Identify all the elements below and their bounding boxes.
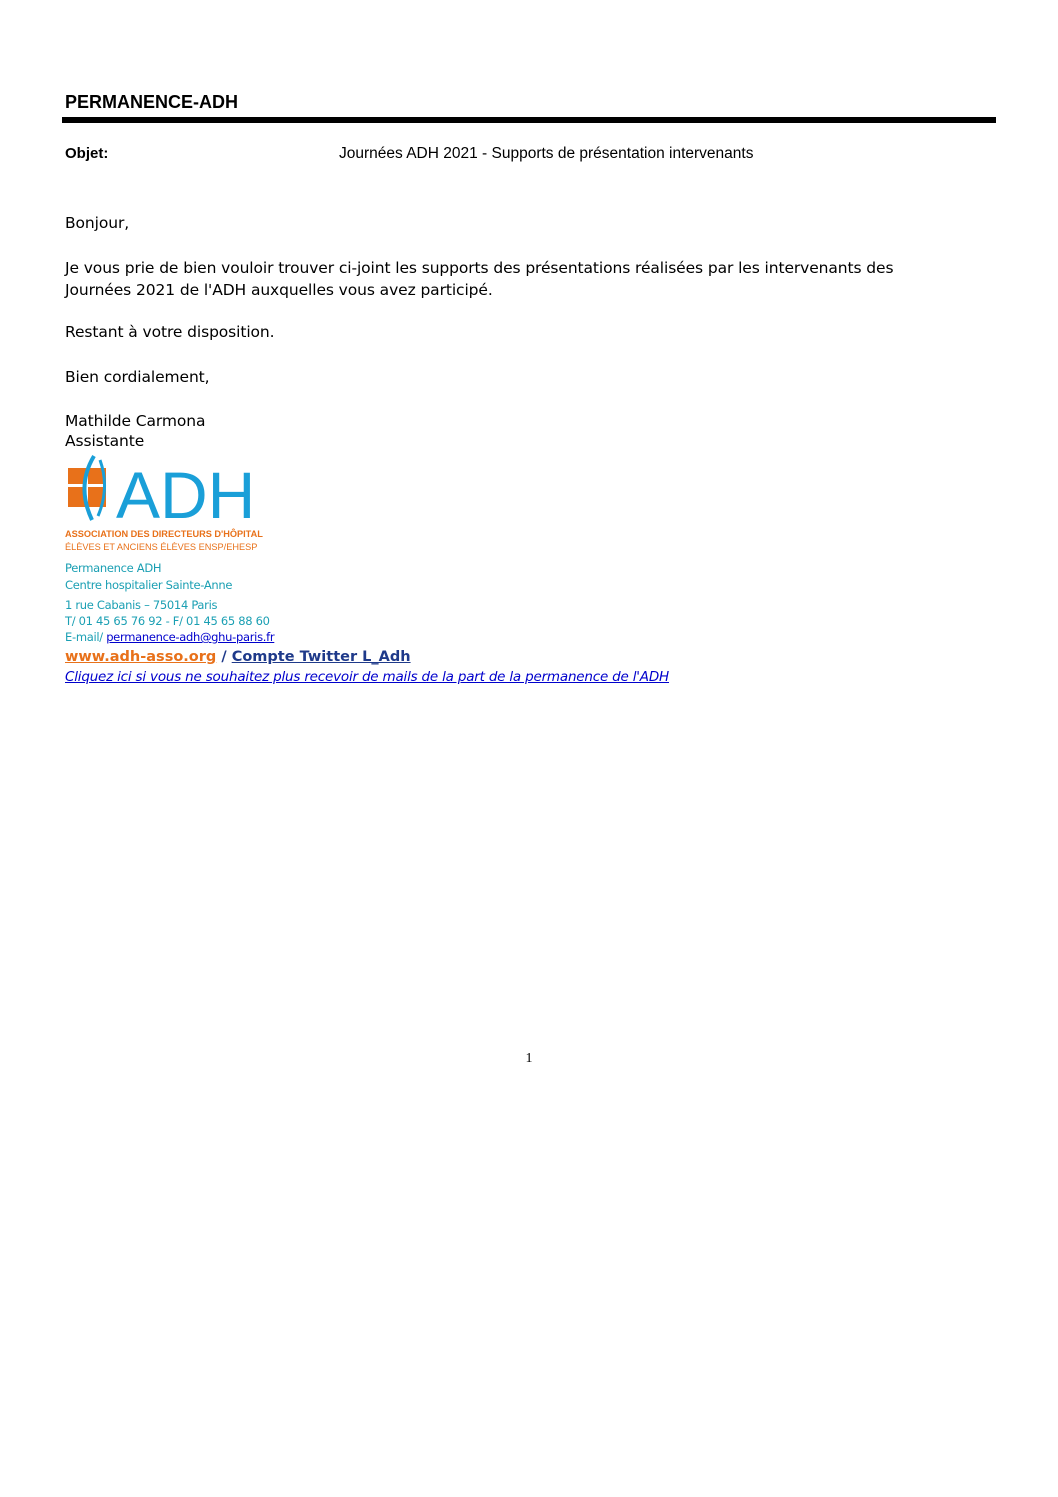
unsubscribe-link[interactable]: Cliquez ici si vous ne souhaitez plus recevoir de mails de la part de la permanence de l'ADH (65, 669, 669, 685)
subject-label: Objet: (65, 145, 109, 162)
email-label: E-mail/ (65, 630, 107, 644)
message-line-2: Journées 2021 de l'ADH auxquelles vous avez participé. (65, 281, 493, 299)
email-link[interactable]: permanence-adh@ghu-paris.fr (106, 630, 275, 644)
message-paragraph (65, 257, 893, 301)
signature-email-row (65, 630, 274, 644)
logo-tagline-1: ASSOCIATION DES DIRECTEURS D'HÔPITAL (65, 529, 263, 539)
signer-role: Assistante (65, 432, 145, 450)
signer-block (65, 410, 205, 452)
adh-logo-mark (64, 454, 284, 558)
links-row (65, 649, 411, 665)
sender-name: PERMANENCE-ADH (65, 92, 239, 112)
adh-logo (64, 454, 284, 558)
signature-address: 1 rue Cabanis – 75014 Paris (65, 598, 218, 612)
closing-text: Bien cordialement, (65, 368, 210, 386)
subject-value: Journées ADH 2021 - Supports de présentation intervenants (339, 145, 754, 162)
signer-name: Mathilde Carmona (65, 412, 206, 430)
logo-text: ADH (116, 458, 256, 532)
signature-phone: T/ 01 45 65 76 92 - F/ 01 45 65 88 60 (65, 614, 270, 628)
page-number: 1 (525, 1051, 533, 1066)
header-divider (62, 117, 996, 123)
availability-text: Restant à votre disposition. (65, 323, 275, 341)
signature-hospital: Centre hospitalier Sainte-Anne (65, 578, 233, 592)
logo-tagline-2: ÉLÈVES ET ANCIENS ÉLÈVES ENSP/EHESP (65, 542, 258, 552)
twitter-link[interactable]: Compte Twitter L_Adh (231, 649, 411, 665)
message-line-1: Je vous prie de bien vouloir trouver ci-joint les supports des présentations réalisées par les intervenants des (65, 259, 894, 277)
website-link[interactable]: www.adh-asso.org (65, 649, 217, 665)
greeting: Bonjour, (65, 214, 130, 232)
links-separator: / (216, 649, 232, 665)
signature-office: Permanence ADH (65, 561, 162, 575)
